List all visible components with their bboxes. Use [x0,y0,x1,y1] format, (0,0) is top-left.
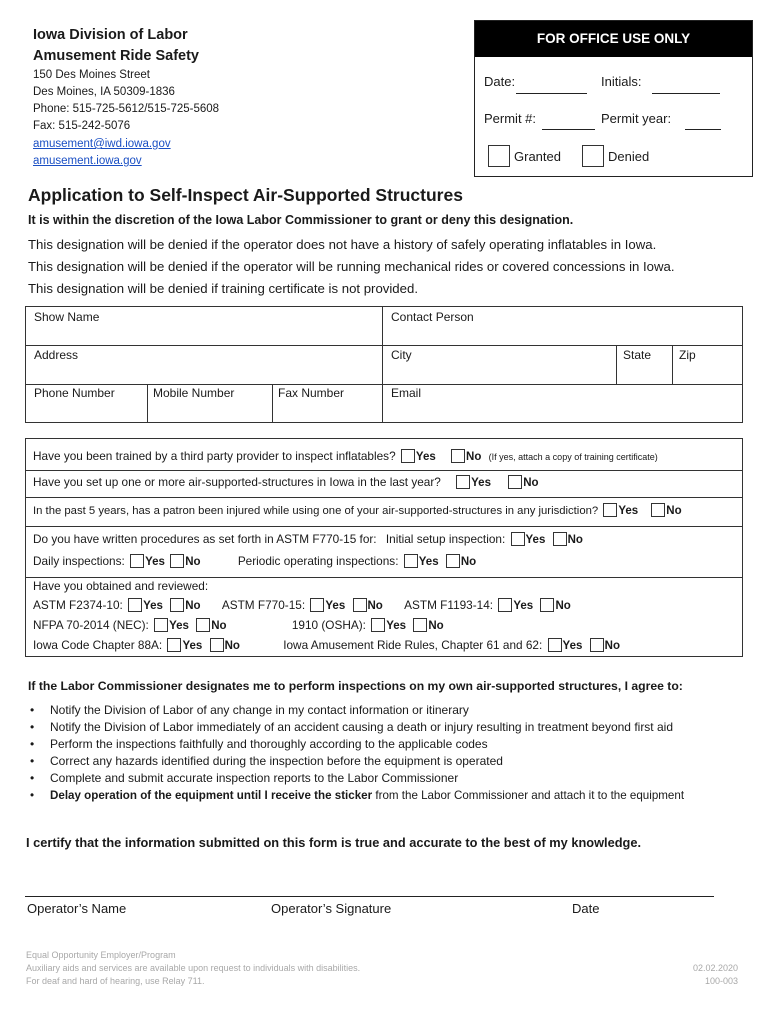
question-obtained: Have you obtained and reviewed: [33,579,209,593]
iowa-rules-yes-checkbox[interactable] [548,638,562,652]
footer-form-id [693,962,738,988]
osha-no-checkbox[interactable] [413,618,427,632]
agency-website-link[interactable]: amusement.iowa.gov [33,155,142,167]
setup-yes-checkbox[interactable] [456,475,470,489]
footer-date: 02.02.2020 [692,963,738,973]
iowa-code-yes-checkbox[interactable] [167,638,181,652]
question-trained: Have you been trained by a third party provider to inspect inflatables? Yes No (If yes, attach a copy of training certificate) [33,449,658,463]
standards-row-3: Iowa Code Chapter 88A: Yes No Iowa Amusement Ride Rules, Chapter 61 and 62: Yes No [33,638,620,652]
office-date-label: Date: [484,74,516,89]
footer-form-number: 100-003 [704,976,738,986]
office-initials-label: Initials: [601,74,642,89]
signature-date-label: Date [572,901,600,916]
agency-phone: Phone: 515-725-5612/515-725-5608 [33,103,220,115]
office-denied-checkbox[interactable] [582,145,604,167]
osha-yes-checkbox[interactable] [371,618,385,632]
initial-setup-yes-checkbox[interactable] [511,532,525,546]
agency-name: Iowa Division of Labor [33,27,188,43]
phone-number-field[interactable]: Phone Number [34,386,115,400]
fax-number-field[interactable]: Fax Number [278,386,345,400]
denial-note-2: This designation will be denied if the operator will be running mechanical rides or covered concessions in Iowa. [28,259,675,274]
periodic-no-checkbox[interactable] [446,554,460,568]
astm-f1193-no-checkbox[interactable] [540,598,554,612]
astm-f770-yes-checkbox[interactable] [310,598,324,612]
address-field[interactable]: Address [34,348,79,362]
trained-no-checkbox[interactable] [451,449,465,463]
astm-f2374-no-checkbox[interactable] [170,598,184,612]
office-permit-field[interactable] [542,129,595,130]
office-use-box [474,20,753,177]
office-permit-year-field[interactable] [685,129,721,130]
training-certificate-note: (If yes, attach a copy of training certificate) [488,452,658,462]
show-name-field[interactable]: Show Name [34,310,100,324]
question-procedures: Do you have written procedures as set forth in ASTM F770-15 for: Initial setup inspection: Yes No [33,532,583,546]
form-subtitle: It is within the discretion of the Iowa Labor Commissioner to grant or deny this designation. [28,213,574,227]
footer-notice: Equal Opportunity Employer/Program Auxiliary aids and services are available upon request to individuals with disabilities. For deaf and hard of hearing, use Relay 711. [26,950,361,986]
astm-f1193-yes-checkbox[interactable] [498,598,512,612]
certification-statement: I certify that the information submitted on this form is true and accurate to the best of my knowledge. [26,835,642,850]
list-item: • Delay operation of the equipment until I receive the sticker from the Labor Commissioner and attach it to the equipment [30,789,685,802]
list-item: • Notify the Division of Labor immediately of an accident causing a death or injury resulting in treatment beyond first aid [30,720,673,734]
office-date-field[interactable] [516,93,587,94]
astm-f2374-yes-checkbox[interactable] [128,598,142,612]
office-denied-label: Denied [608,149,650,164]
question-injury: In the past 5 years, has a patron been injured while using one of your air-supported-structures in any jurisdiction? Yes No [33,505,682,517]
agency-division: Amusement Ride Safety [33,48,199,64]
nfpa-no-checkbox[interactable] [196,618,210,632]
nfpa-yes-checkbox[interactable] [154,618,168,632]
office-permit-year-label: Permit year: [601,111,672,126]
agreement-heading: If the Labor Commissioner designates me to perform inspections on my own air-supported structures, I agree to: [28,679,683,693]
list-item: • Complete and submit accurate inspection reports to the Labor Commissioner [30,771,459,785]
zip-field[interactable]: Zip [679,348,696,362]
form-title: Application to Self-Inspect Air-Supported Structures [28,185,463,205]
standards-row-2: NFPA 70-2014 (NEC): Yes No 1910 (OSHA): Yes No [33,618,444,632]
city-field[interactable]: City [391,348,412,362]
office-use-title: FOR OFFICE USE ONLY [475,21,752,57]
denial-note-3: This designation will be denied if training certificate is not provided. [28,281,418,296]
standards-row-1: ASTM F2374-10: Yes No ASTM F770-15: Yes No ASTM F1193-14: Yes No [33,598,571,612]
contact-person-field[interactable]: Contact Person [391,310,474,324]
operator-name-label: Operator’s Name [27,901,127,916]
setup-no-checkbox[interactable] [508,475,522,489]
question-daily-periodic: Daily inspections: Yes No Periodic operating inspections: Yes No [33,554,477,568]
email-field[interactable]: Email [391,386,422,400]
agency-fax: Fax: 515-242-5076 [33,120,131,132]
list-item: • Perform the inspections faithfully and thoroughly according to the applicable codes [30,737,488,751]
iowa-code-no-checkbox[interactable] [210,638,224,652]
office-granted-label: Granted [514,149,561,164]
question-setup: Have you set up one or more air-supported-structures in Iowa in the last year? Yes No [33,475,539,489]
office-granted-checkbox[interactable] [488,145,510,167]
denial-note-1: This designation will be denied if the operator does not have a history of safely operating inflatables in Iowa. [28,237,657,252]
iowa-rules-no-checkbox[interactable] [590,638,604,652]
list-item: • Correct any hazards identified during the inspection before the equipment is operated [30,754,503,768]
office-permit-label: Permit #: [484,111,537,126]
injury-yes-checkbox[interactable] [603,503,617,517]
astm-f770-no-checkbox[interactable] [353,598,367,612]
office-initials-field[interactable] [652,93,720,94]
agency-street: 150 Des Moines Street [33,69,150,81]
trained-yes-checkbox[interactable] [401,449,415,463]
signature-line[interactable] [25,896,714,897]
injury-no-checkbox[interactable] [651,503,665,517]
mobile-number-field[interactable]: Mobile Number [153,386,235,400]
agency-email-link[interactable]: amusement@iwd.iowa.gov [33,138,171,150]
list-item: • Notify the Division of Labor of any change in my contact information or itinerary [30,703,469,717]
state-field[interactable]: State [623,348,652,362]
contact-info-grid [25,306,743,423]
agreement-list [28,702,684,804]
questions-grid [25,438,743,657]
agency-city: Des Moines, IA 50309-1836 [33,86,175,98]
operator-signature-label: Operator’s Signature [271,901,392,916]
daily-no-checkbox[interactable] [170,554,184,568]
periodic-yes-checkbox[interactable] [404,554,418,568]
daily-yes-checkbox[interactable] [130,554,144,568]
initial-setup-no-checkbox[interactable] [553,532,567,546]
